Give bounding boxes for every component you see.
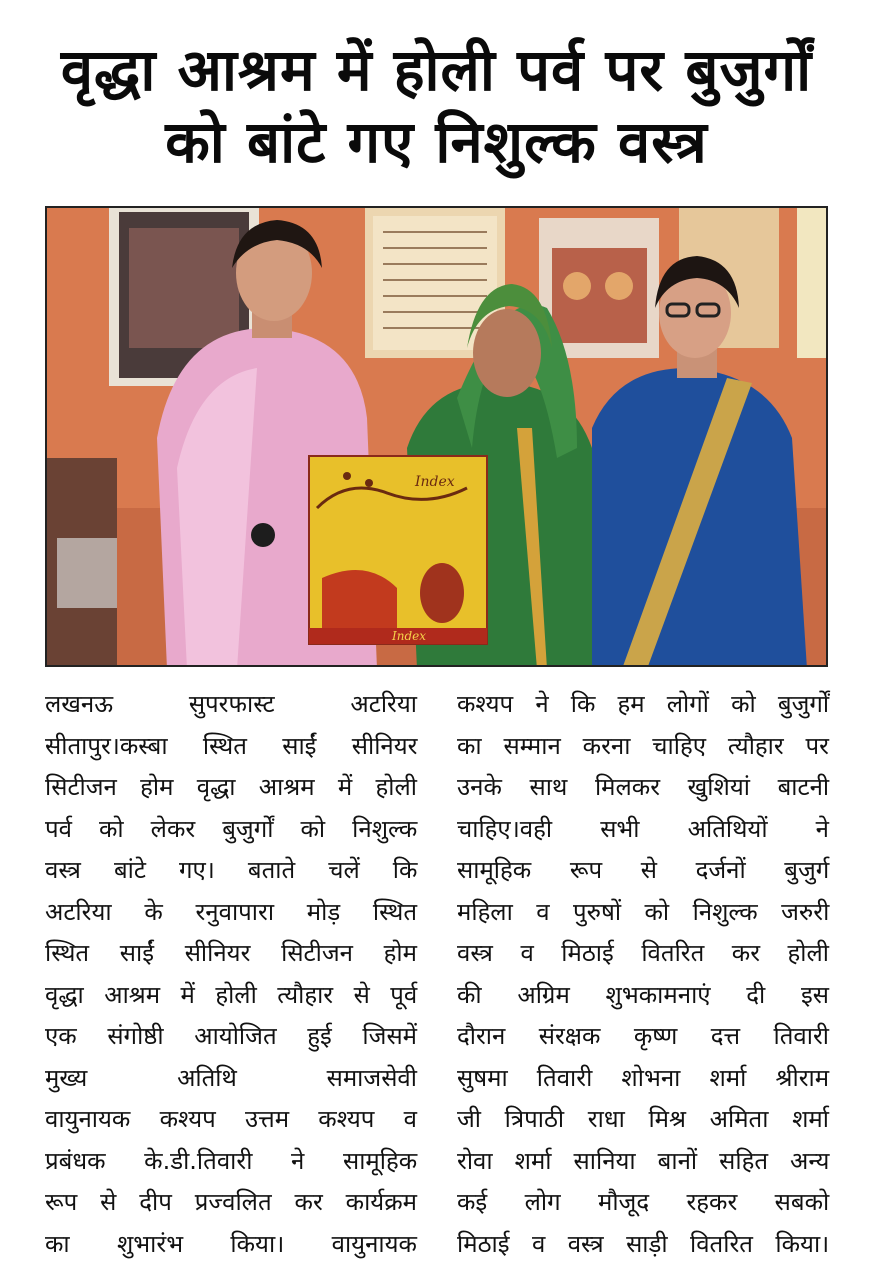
article-line: का शुभारंभ किया। वायुनायक xyxy=(45,1229,417,1258)
article-line: एक संगोष्ठी आयोजित हुई जिसमें xyxy=(45,1022,418,1050)
article-line: अटरिया के रनुवापारा मोड़ स्थित xyxy=(45,897,417,926)
article-line: चाहिए।वही सभी अतिथियों ने xyxy=(457,814,829,843)
article-line: मुख्य अतिथि समाजसेवी xyxy=(45,1063,417,1092)
gift-box xyxy=(309,456,487,644)
article-column-right xyxy=(457,684,829,1265)
article-line: महिला व पुरुषों को निशुल्क जरुरी xyxy=(457,897,830,926)
article-line: कई लोग मौजूद रहकर सबको xyxy=(457,1188,830,1216)
headline-line-2: को बांटे गए निशुल्क वस्त्र xyxy=(165,108,708,176)
article-line: वस्त्र व मिठाई वितरित कर होली xyxy=(457,939,829,967)
article-line: रूप से दीप प्रज्वलित कर कार्यक्रम xyxy=(45,1188,417,1216)
article-line: सुषमा तिवारी शोभना शर्मा श्रीराम xyxy=(457,1063,830,1092)
article-line: का सम्मान करना चाहिए त्यौहार पर xyxy=(457,731,829,760)
article-line: कश्यप ने कि हम लोगों को बुजुर्गों xyxy=(457,690,830,718)
article-line: सिटीजन होम वृद्धा आश्रम में होली xyxy=(45,773,417,801)
article-line: जी त्रिपाठी राधा मिश्र अमिता शर्मा xyxy=(457,1105,829,1133)
box-top-label: Index xyxy=(415,474,455,490)
article-line: लखनऊ सुपरफास्ट अटरिया xyxy=(45,690,417,718)
article-line: वृद्धा आश्रम में होली त्यौहार से पूर्व xyxy=(45,980,418,1009)
article-line: की अग्रिम शुभकामनाएं दी इस xyxy=(457,980,829,1009)
article-line: स्थित साईं सीनियर सिटीजन होम xyxy=(45,939,417,967)
article-line: मिठाई व वस्त्र साड़ी वितरित किया। xyxy=(457,1229,830,1258)
article-line: वायुनायक कश्यप उत्तम कश्यप व xyxy=(45,1105,417,1133)
article-line: रोवा शर्मा सानिया बानों सहित अन्य xyxy=(457,1146,830,1175)
article-line: उनके साथ मिलकर खुशियां बाटनी xyxy=(457,773,830,801)
article-line: प्रबंधक के.डी.तिवारी ने सामूहिक xyxy=(45,1146,418,1175)
news-photo xyxy=(45,206,828,667)
article-line: सामूहिक रूप से दर्जनों बुजुर्ग xyxy=(457,856,830,884)
headline-line-1: वृद्धा आश्रम में होली पर्व पर बुजुर्गों xyxy=(60,36,813,104)
article-line: सीतापुर।कस्बा स्थित साईं सीनियर xyxy=(45,731,418,760)
article-column-left xyxy=(45,684,417,1265)
headline xyxy=(20,34,853,178)
article-line: पर्व को लेकर बुजुर्गों को निशुल्क xyxy=(45,814,418,843)
box-bottom-label: Index xyxy=(392,629,427,643)
article-line: दौरान संरक्षक कृष्ण दत्त तिवारी xyxy=(457,1022,829,1050)
article-line: वस्त्र बांटे गए। बताते चलें कि xyxy=(45,856,418,884)
